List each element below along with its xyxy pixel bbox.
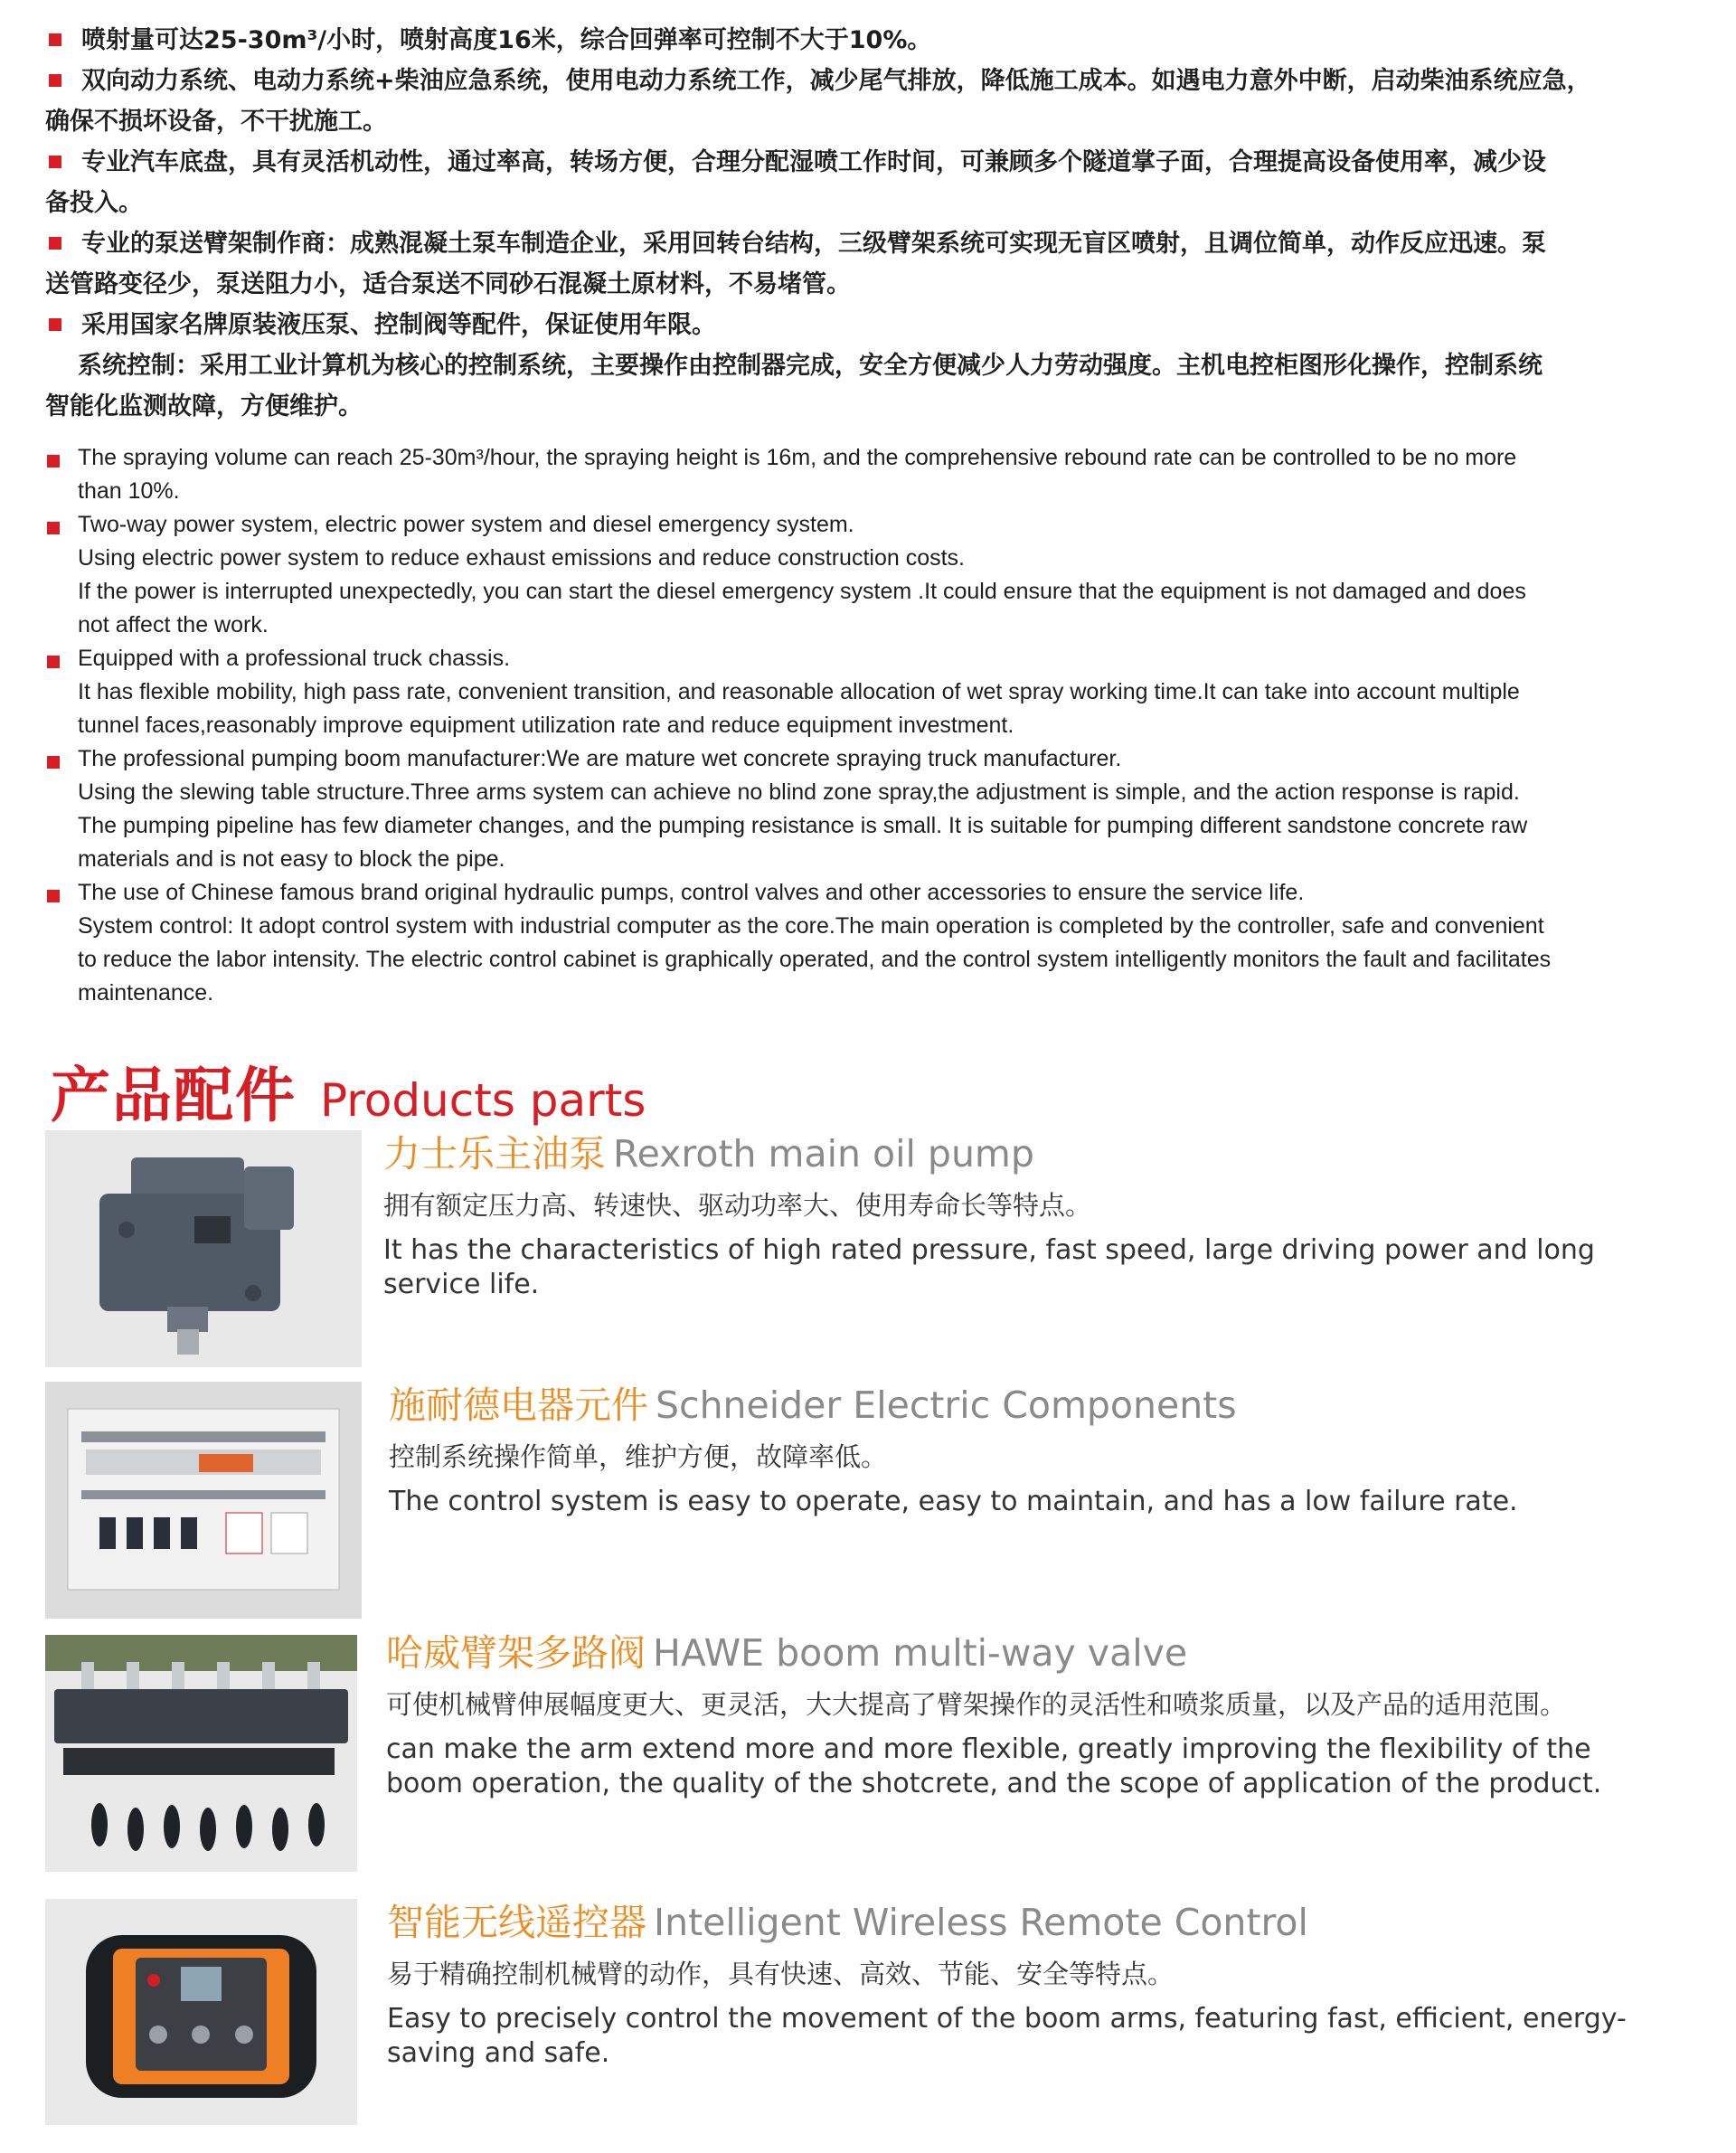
- oil-pump-icon: [45, 1130, 362, 1367]
- bullet-icon: [49, 156, 61, 168]
- section-title-en: Products parts: [320, 1074, 646, 1127]
- bullet-icon: [47, 522, 60, 534]
- bullet-icon: [47, 656, 60, 668]
- cn-feature-3-cont: 备投入。: [45, 189, 143, 217]
- cn-feature-1: 喷射量可达25-30m³/小时，喷射高度16米，综合回弹率可控制不大于10%。: [81, 26, 932, 54]
- electric-cabinet-icon: [45, 1382, 362, 1619]
- cn-feature-2-cont: 确保不损坏设备，不干扰施工。: [45, 108, 387, 136]
- bullet-icon: [49, 318, 61, 331]
- chinese-features: [45, 20, 1655, 427]
- part-desc-en: It has the characteristics of high rated pressure, fast speed, large driving power and long service life.: [383, 1234, 1595, 1300]
- part-title-en: Schneider Electric Components: [656, 1383, 1237, 1427]
- cn-feature-5: 采用国家名牌原装液压泵、控制阀等配件，保证使用年限。: [81, 311, 716, 339]
- part-desc-en: can make the arm extend more and more flexible, greatly improving the flexibility of the boom operation, the quality of the shotcrete, and the scope of application of the product.: [386, 1733, 1602, 1799]
- en-feature-1: The spraying volume can reach 25-30m³/hour, the spraying height is 16m, and the comprehensive rebound rate can be controlled to be no more than 10%.: [45, 441, 1655, 508]
- part-desc-cn: 可使机械臂伸展幅度更大、更灵活，大大提高了臂架操作的灵活性和喷浆质量，以及产品的适用范围。: [386, 1689, 1567, 1720]
- section-title: [51, 1047, 646, 1133]
- cn-feature-4-cont: 送管路变径少，泵送阻力小，适合泵送不同砂石混凝土原材料，不易堵管。: [45, 270, 851, 298]
- english-features: [45, 441, 1655, 1010]
- oil-pump-photo: [45, 1130, 362, 1367]
- en-feature-2: Two-way power system, electric power system and diesel emergency system. Using electric power system to reduce exhaust emissions and reduce construction costs. If the power is interrupted unexpectedly, you can start the diesel emergency system .It could ensure that the equipment is not damaged and does not affect the work.: [45, 508, 1655, 642]
- part-title-en: Rexroth main oil pump: [613, 1132, 1034, 1176]
- valve-photo: [45, 1635, 357, 1872]
- bullet-icon: [47, 756, 60, 769]
- part-electric-components: [45, 1382, 1655, 1619]
- cn-feature-2: 双向动力系统、电动力系统+柴油应急系统，使用电动力系统工作，减少尾气排放，降低施工成本。如遇电力意外中断，启动柴油系统应急，: [81, 67, 1591, 95]
- part-title-en: Intelligent Wireless Remote Control: [654, 1901, 1308, 1944]
- valve-icon: [45, 1635, 357, 1872]
- part-title-cn: 智能无线遥控器: [387, 1901, 646, 1944]
- part-title-cn: 力士乐主油泵: [383, 1132, 606, 1176]
- part-title-en: HAWE boom multi-way valve: [653, 1631, 1188, 1675]
- bullet-icon: [49, 74, 61, 87]
- cn-feature-3: 专业汽车底盘，具有灵活机动性，通过率高，转场方便，合理分配湿喷工作时间，可兼顾多个隧道掌子面，合理提高设备使用率，减少设: [81, 148, 1546, 176]
- part-desc-en: Easy to precisely control the movement of the boom arms, featuring fast, efficient, energy-saving and safe.: [387, 2003, 1627, 2069]
- en-feature-4: The professional pumping boom manufacturer:We are mature wet concrete spraying truck manufacturer. Using the slewing table structure.Three arms system can achieve no blind zone spray,the adjustment is simple, and the action response is rapid. The pumping pipeline has few diameter changes, and the pumping resistance is small. It is suitable for pumping different sandstone concrete raw materials and is not easy to block the pipe.: [45, 742, 1655, 876]
- part-desc-cn: 控制系统操作简单，维护方便，故障率低。: [389, 1441, 888, 1472]
- section-title-cn: 产品配件: [51, 1061, 297, 1130]
- cn-feature-4: 专业的泵送臂架制作商：成熟混凝土泵车制造企业，采用回转台结构，三级臂架系统可实现无盲区喷射，且调位简单，动作反应迅速。泵: [81, 230, 1546, 258]
- cn-feature-6: 系统控制：采用工业计算机为核心的控制系统，主要操作由控制器完成，安全方便减少人力劳动强度。主机电控柜图形化操作，控制系统: [78, 352, 1543, 380]
- bullet-icon: [49, 237, 61, 250]
- part-remote-control: [45, 1899, 1655, 2125]
- remote-photo: [45, 1899, 357, 2125]
- en-feature-5: The use of Chinese famous brand original hydraulic pumps, control valves and other accessories to ensure the service life. System control: It adopt control system with industrial computer as the core.The main operation is completed by the controller, safe and convenient to reduce the labor intensity. The electric control cabinet is graphically operated, and the control system intelligently monitors the fault and facilitates maintenance.: [45, 876, 1655, 1010]
- remote-control-icon: [45, 1899, 357, 2125]
- bullet-icon: [49, 33, 61, 46]
- cn-feature-6-cont: 智能化监测故障，方便维护。: [45, 392, 363, 420]
- electric-cabinet-photo: [45, 1382, 362, 1619]
- part-oil-pump: [45, 1130, 1655, 1367]
- bullet-icon: [47, 890, 60, 902]
- part-multi-way-valve: [45, 1631, 1655, 1872]
- part-title-cn: 哈威臂架多路阀: [386, 1631, 646, 1675]
- part-desc-en: The control system is easy to operate, easy to maintain, and has a low failure rate.: [389, 1486, 1518, 1517]
- part-desc-cn: 易于精确控制机械臂的动作，具有快速、高效、节能、安全等特点。: [387, 1959, 1175, 1989]
- en-feature-3: Equipped with a professional truck chassis. It has flexible mobility, high pass rate, convenient transition, and reasonable allocation of wet spray working time.It can take into account multiple tunnel faces,reasonably improve equipment utilization rate and reduce equipment investment.: [45, 642, 1655, 742]
- part-desc-cn: 拥有额定压力高、转速快、驱动功率大、使用寿命长等特点。: [383, 1190, 1092, 1221]
- bullet-icon: [47, 455, 60, 467]
- part-title-cn: 施耐德电器元件: [389, 1383, 648, 1427]
